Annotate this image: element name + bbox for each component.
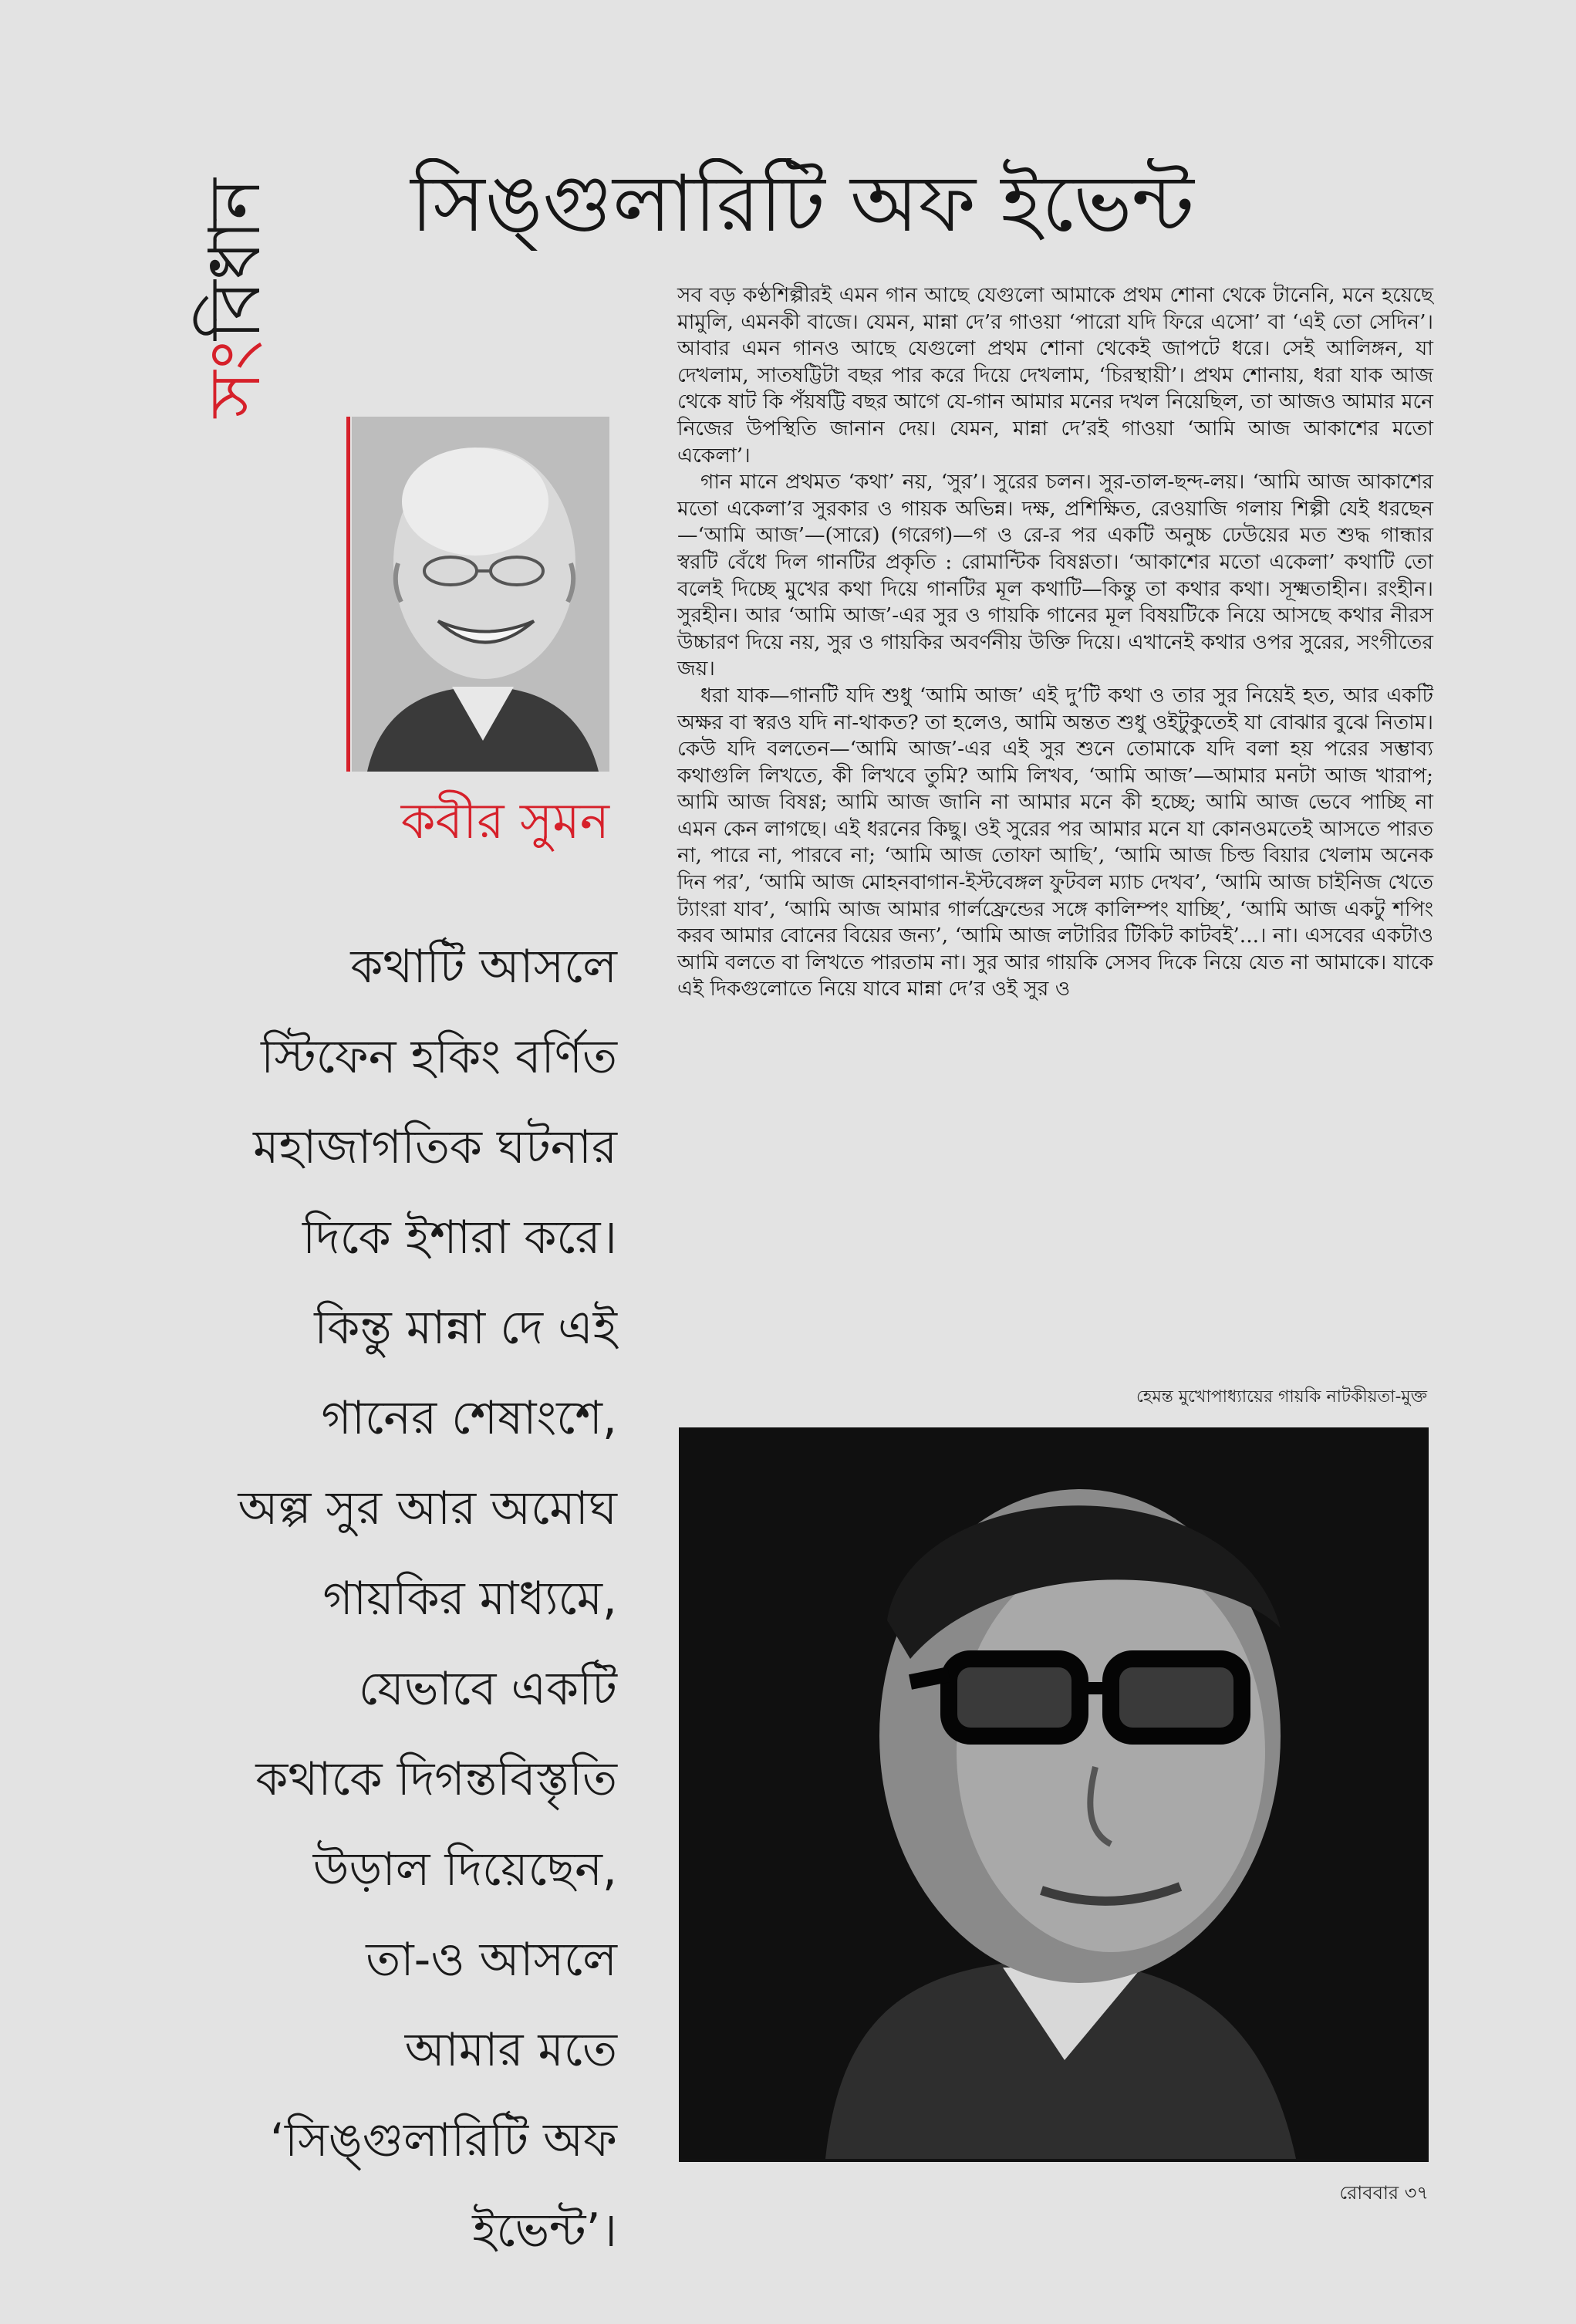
pull-quote-line: গানের শেষাংশে, (321, 1391, 617, 1445)
pull-quote-line: ‘সিঙ্গুলারিটি অফ (269, 2113, 617, 2167)
pull-quote-line: তা-ও আসলে (366, 1933, 617, 1987)
pull-quote-line: আমার মতে (404, 2023, 617, 2077)
photo-bottom-rule (679, 2159, 1429, 2162)
pull-quote-line: কিন্তু মান্না দে এই (314, 1301, 617, 1355)
feature-photo (679, 1427, 1429, 2159)
pull-quote-line: অল্প সুর আর অমোঘ (238, 1481, 617, 1535)
article-body (677, 282, 1433, 1003)
pull-quote-line: মহাজাগতিক ঘটনার (253, 1120, 617, 1174)
column-name (193, 177, 278, 579)
article-headline: সিঙ্গুলারিটি অফ ইভেন্ট (410, 158, 1194, 250)
column-name-rest: বিধান (194, 177, 276, 340)
pull-quote-line: দিকে ইশারা করে। (302, 1211, 617, 1265)
column-name-first: সং (194, 339, 276, 418)
pull-quote-line: যেভাবে একটি (358, 1662, 617, 1716)
body-paragraph: সব বড় কণ্ঠশিল্পীরই এমন গান আছে যেগুলো আমাকে প্রথম শোনা থেকে টানেনি, মনে হয়েছে মামুলি, এমনকী বাজে। যেমন, মান্না দে’র গাওয়া ‘পারো যদি ফিরে এসো’ বা ‘এই তো সেদিন’। আবার এমন গানও আছে যেগুলো প্রথম শোনা থেকেই জাপটে ধরে। সেই আলিঙ্গন, যা দেখলাম, সাতষট্টিটা বছর পার করে দিয়ে দেখলাম, ‘চিরস্থায়ী’। প্রথম শোনায়, ধরা যাক আজ থেকে ষাট কি পঁয়ষট্টি বছর আগে যে-গান আমার মনের দখল নিয়েছিল, তা আজও আমার মনে নিজের উপস্থিতি জানান দেয়। যেমন, মান্না দে’রই গাওয়া ‘আমি আজ আকাশের মতো একেলা’। (677, 283, 1433, 468)
pull-quote-line: কথাকে দিগন্তবিস্তৃতি (255, 1752, 617, 1806)
author-byline: কবীর সুমন (400, 793, 609, 850)
author-portrait-drawing (352, 417, 609, 772)
photo-caption: হেমন্ত মুখোপাধ্যায়ের গায়কি নাটকীয়তা-মুক্ত (1136, 1387, 1427, 1407)
pull-quote-line: ইভেন্ট’। (472, 2204, 617, 2258)
pull-quote-line: উড়াল দিয়েছেন, (312, 1843, 617, 1897)
folio-magazine-name: রোববার (1339, 2182, 1399, 2204)
pull-quote-line: কথাটি আসলে (350, 940, 617, 994)
page-folio (1188, 2180, 1429, 2206)
feature-photo-drawing (679, 1427, 1429, 2159)
pull-quote-line: গায়কির মাধ্যমে, (322, 1572, 617, 1626)
body-paragraph: ধরা যাক—গানটি যদি শুধু ‘আমি আজ’ এই দু’টি কথা ও তার সুর নিয়েই হত, আর একটি অক্ষর বা স্বরও যদি না-থাকত? তা হলেও, আমি অন্তত শুধু ওইটুকুতেই যা বোঝার বুঝে নিতাম। কেউ যদি বলতেন—‘আমি আজ’-এর এই সুর শুনে তোমাকে যদি বলা হয় পরের সম্ভাব্য কথাগুলি লিখতে, কী লিখবে তুমি? আমি লিখব, ‘আমি আজ’—আমার মনটা আজ খারাপ; আমি আজ বিষণ্ণ; আমি আজ জানি না আমার মনে কী হচ্ছে; আমি আজ ভেবে পাচ্ছি না এমন কেন লাগছে। এই ধরনের কিছু। ওই সুরের পর আমার মনে যা কোনওমতেই আসতে পারত না, পারে না, পারবে না; ‘আমি আজ তোফা আছি’, ‘আমি আজ চিল্ড বিয়ার খেলাম অনেক দিন পর’, ‘আমি আজ মোহনবাগান-ইস্টবেঙ্গল ফুটবল ম্যাচ দেখব’, ‘আমি আজ চাইনিজ খেতে ট্যাংরা যাব’, ‘আমি আজ আমার গার্লফ্রেন্ডের সঙ্গে কালিম্পং যাচ্ছি’, ‘আমি আজ একটু শপিং করব আমার বোনের বিয়ের জন্য’, ‘আমি আজ লটারির টিকিট কাটবই’...। না। এসবের একটাও আমি বলতে বা লিখতে পারতাম না। সুর আর গায়কি সেসব দিকে নিয়ে যেত না আমাকে। যাকে এই দিকগুলোতে নিয়ে যাবে মান্না দে’র ওই সুর ও (677, 683, 1433, 1002)
folio-page-number: ৩৭ (1404, 2182, 1429, 2204)
column-red-rule (346, 417, 350, 772)
pull-quote (123, 922, 617, 2276)
author-portrait (352, 417, 609, 772)
pull-quote-line: স্টিফেন হকিং বর্ণিত (261, 1030, 617, 1084)
body-paragraph: গান মানে প্রথমত ‘কথা’ নয়, ‘সুর’। সুরের চলন। সুর-তাল-ছন্দ-লয়। ‘আমি আজ আকাশের মতো একেলা’র সুরকার ও গায়ক অভিন্ন। দক্ষ, প্রশিক্ষিত, রেওয়াজি গলায় শিল্পী যেই ধরছেন—‘আমি আজ’—(সারে) (গরেগ)—গ ও রে-র পর একটি অনুচ্চ ঢেউয়ের মত শুদ্ধ গান্ধার স্বরটি বেঁধে দিল গানটির প্রকৃতি : রোমান্টিক বিষণ্ণতা। ‘আকাশের মতো একেলা’ কথাটি তো বলেই দিচ্ছে মুখের কথা দিয়ে গানটির মূল কথাটি—কিন্তু তা কথার কথা। সূক্ষ্মতাহীন। রংহীন। সুরহীন। আর ‘আমি আজ’-এর সুর ও গায়কি গানের মূল বিষয়টিকে নিয়ে আসছে কথার নীরস উচ্চারণ দিয়ে নয়, সুর ও গায়কির অবর্ণনীয় উক্তি দিয়ে। এখানেই কথার ওপর সুরের, সংগীতের জয়। (677, 470, 1433, 681)
